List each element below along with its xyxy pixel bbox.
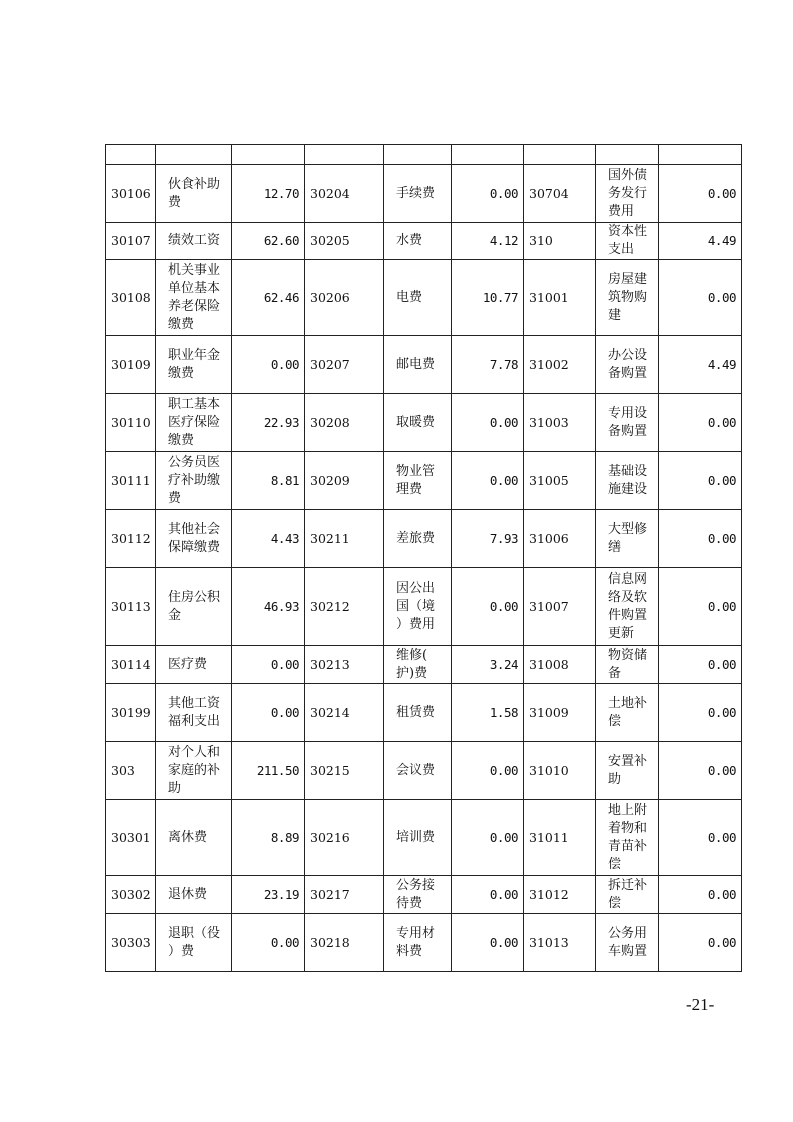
- cell-amt: 0.00: [452, 800, 524, 876]
- table-row: [106, 646, 742, 684]
- cell-code: 31008: [524, 646, 596, 684]
- cell-code: 30108: [106, 260, 156, 336]
- cell-name: 公务接 待费: [384, 876, 452, 914]
- cell-code: 30218: [305, 914, 384, 972]
- cell-name: 物业管 理费: [384, 452, 452, 510]
- table-row: [106, 165, 742, 223]
- cell-code: 31001: [524, 260, 596, 336]
- cell-name: 物资储 备: [596, 646, 659, 684]
- cell-amt: 8.81: [232, 452, 305, 510]
- cell-name: 取暖费: [384, 394, 452, 452]
- cell-amt: 62.46: [232, 260, 305, 336]
- cell-amt: 0.00: [452, 452, 524, 510]
- cell-name: [156, 145, 232, 165]
- cell-name: 办公设 备购置: [596, 336, 659, 394]
- cell-amt: [659, 145, 742, 165]
- cell-name: 绩效工资: [156, 223, 232, 260]
- cell-code: 31005: [524, 452, 596, 510]
- cell-amt: 0.00: [452, 742, 524, 800]
- cell-code: 30114: [106, 646, 156, 684]
- cell-code: 31006: [524, 510, 596, 568]
- cell-amt: 0.00: [452, 568, 524, 646]
- cell-amt: 0.00: [659, 452, 742, 510]
- cell-code: 31003: [524, 394, 596, 452]
- cell-amt: 0.00: [659, 914, 742, 972]
- cell-amt: 7.78: [452, 336, 524, 394]
- cell-code: 31010: [524, 742, 596, 800]
- cell-code: 30208: [305, 394, 384, 452]
- cell-name: 专用材 料费: [384, 914, 452, 972]
- cell-name: 其他工资 福利支出: [156, 684, 232, 742]
- cell-amt: [232, 145, 305, 165]
- cell-name: 公务员医 疗补助缴 费: [156, 452, 232, 510]
- cell-name: 租赁费: [384, 684, 452, 742]
- cell-name: 专用设 备购置: [596, 394, 659, 452]
- cell-name: 公务用 车购置: [596, 914, 659, 972]
- table-row: [106, 876, 742, 914]
- cell-code: 31002: [524, 336, 596, 394]
- cell-name: 水费: [384, 223, 452, 260]
- cell-name: 会议费: [384, 742, 452, 800]
- cell-code: 30209: [305, 452, 384, 510]
- cell-amt: 7.93: [452, 510, 524, 568]
- cell-amt: 0.00: [452, 914, 524, 972]
- cell-code: 30214: [305, 684, 384, 742]
- cell-name: 对个人和 家庭的补 助: [156, 742, 232, 800]
- cell-name: 职工基本 医疗保险 缴费: [156, 394, 232, 452]
- cell-amt: 0.00: [232, 336, 305, 394]
- table-row: [106, 336, 742, 394]
- cell-name: 手续费: [384, 165, 452, 223]
- cell-code: 30109: [106, 336, 156, 394]
- cell-code: [305, 145, 384, 165]
- cell-amt: 4.12: [452, 223, 524, 260]
- cell-name: 资本性 支出: [596, 223, 659, 260]
- cell-name: 医疗费: [156, 646, 232, 684]
- cell-amt: 0.00: [452, 394, 524, 452]
- cell-code: [106, 145, 156, 165]
- cell-name: 住房公积 金: [156, 568, 232, 646]
- cell-amt: 0.00: [659, 510, 742, 568]
- cell-amt: 1.58: [452, 684, 524, 742]
- cell-amt: 22.93: [232, 394, 305, 452]
- cell-name: 国外债 务发行 费用: [596, 165, 659, 223]
- cell-name: 差旅费: [384, 510, 452, 568]
- table-row: [106, 568, 742, 646]
- cell-name: 大型修 缮: [596, 510, 659, 568]
- cell-name: 地上附 着物和 青苗补 偿: [596, 800, 659, 876]
- table-row: [106, 742, 742, 800]
- cell-code: 30212: [305, 568, 384, 646]
- cell-name: 其他社会 保障缴费: [156, 510, 232, 568]
- cell-code: [524, 145, 596, 165]
- cell-amt: 0.00: [232, 646, 305, 684]
- cell-amt: 46.93: [232, 568, 305, 646]
- cell-code: 30206: [305, 260, 384, 336]
- cell-amt: 0.00: [659, 800, 742, 876]
- cell-code: 31007: [524, 568, 596, 646]
- cell-name: 退职（役 ）费: [156, 914, 232, 972]
- cell-code: 30213: [305, 646, 384, 684]
- cell-name: 土地补 偿: [596, 684, 659, 742]
- cell-name: 离休费: [156, 800, 232, 876]
- cell-name: 机关事业 单位基本 养老保险 缴费: [156, 260, 232, 336]
- table-row: [106, 452, 742, 510]
- cell-name: 信息网 络及软 件购置 更新: [596, 568, 659, 646]
- cell-amt: 0.00: [659, 742, 742, 800]
- cell-code: 310: [524, 223, 596, 260]
- cell-name: 伙食补助 费: [156, 165, 232, 223]
- cell-code: 30106: [106, 165, 156, 223]
- table-row: [106, 510, 742, 568]
- cell-code: 30110: [106, 394, 156, 452]
- cell-name: 邮电费: [384, 336, 452, 394]
- cell-name: [384, 145, 452, 165]
- cell-name: 电费: [384, 260, 452, 336]
- cell-code: 31013: [524, 914, 596, 972]
- table-row: [106, 684, 742, 742]
- cell-amt: 12.70: [232, 165, 305, 223]
- table-row: [106, 223, 742, 260]
- cell-name: 培训费: [384, 800, 452, 876]
- cell-amt: 211.50: [232, 742, 305, 800]
- cell-code: 30111: [106, 452, 156, 510]
- cell-code: 303: [106, 742, 156, 800]
- cell-name: 职业年金 缴费: [156, 336, 232, 394]
- cell-amt: 4.49: [659, 223, 742, 260]
- cell-amt: 0.00: [232, 914, 305, 972]
- table-row: [106, 145, 742, 165]
- cell-code: 30199: [106, 684, 156, 742]
- cell-amt: 0.00: [232, 684, 305, 742]
- cell-name: 退休费: [156, 876, 232, 914]
- cell-amt: 0.00: [659, 684, 742, 742]
- cell-amt: 0.00: [659, 876, 742, 914]
- cell-amt: 0.00: [452, 876, 524, 914]
- cell-amt: 0.00: [659, 260, 742, 336]
- cell-code: 31011: [524, 800, 596, 876]
- cell-code: 30211: [305, 510, 384, 568]
- table-row: [106, 914, 742, 972]
- cell-amt: 8.89: [232, 800, 305, 876]
- cell-code: 30217: [305, 876, 384, 914]
- cell-code: 30107: [106, 223, 156, 260]
- cell-amt: 0.00: [659, 165, 742, 223]
- cell-amt: 4.49: [659, 336, 742, 394]
- cell-name: 拆迁补 偿: [596, 876, 659, 914]
- cell-code: 31012: [524, 876, 596, 914]
- cell-name: [596, 145, 659, 165]
- cell-name: 房屋建 筑物购 建: [596, 260, 659, 336]
- cell-amt: 0.00: [452, 165, 524, 223]
- table-row: [106, 260, 742, 336]
- cell-code: 30216: [305, 800, 384, 876]
- cell-amt: 0.00: [659, 568, 742, 646]
- cell-code: 30302: [106, 876, 156, 914]
- cell-amt: 23.19: [232, 876, 305, 914]
- cell-code: 30112: [106, 510, 156, 568]
- table-row: [106, 394, 742, 452]
- cell-code: 30205: [305, 223, 384, 260]
- cell-code: 30704: [524, 165, 596, 223]
- expenditure-table: [105, 144, 742, 972]
- cell-amt: [452, 145, 524, 165]
- cell-amt: 3.24: [452, 646, 524, 684]
- table-row: [106, 800, 742, 876]
- cell-name: 基础设 施建设: [596, 452, 659, 510]
- cell-amt: 62.60: [232, 223, 305, 260]
- cell-amt: 0.00: [659, 646, 742, 684]
- cell-code: 30113: [106, 568, 156, 646]
- cell-code: 31009: [524, 684, 596, 742]
- cell-name: 因公出 国（境 ）费用: [384, 568, 452, 646]
- page-number: -21-: [686, 995, 715, 1014]
- cell-name: 维修( 护)费: [384, 646, 452, 684]
- cell-amt: 0.00: [659, 394, 742, 452]
- cell-code: 30301: [106, 800, 156, 876]
- cell-amt: 4.43: [232, 510, 305, 568]
- cell-code: 30215: [305, 742, 384, 800]
- cell-code: 30204: [305, 165, 384, 223]
- cell-code: 30303: [106, 914, 156, 972]
- cell-name: 安置补 助: [596, 742, 659, 800]
- cell-code: 30207: [305, 336, 384, 394]
- cell-amt: 10.77: [452, 260, 524, 336]
